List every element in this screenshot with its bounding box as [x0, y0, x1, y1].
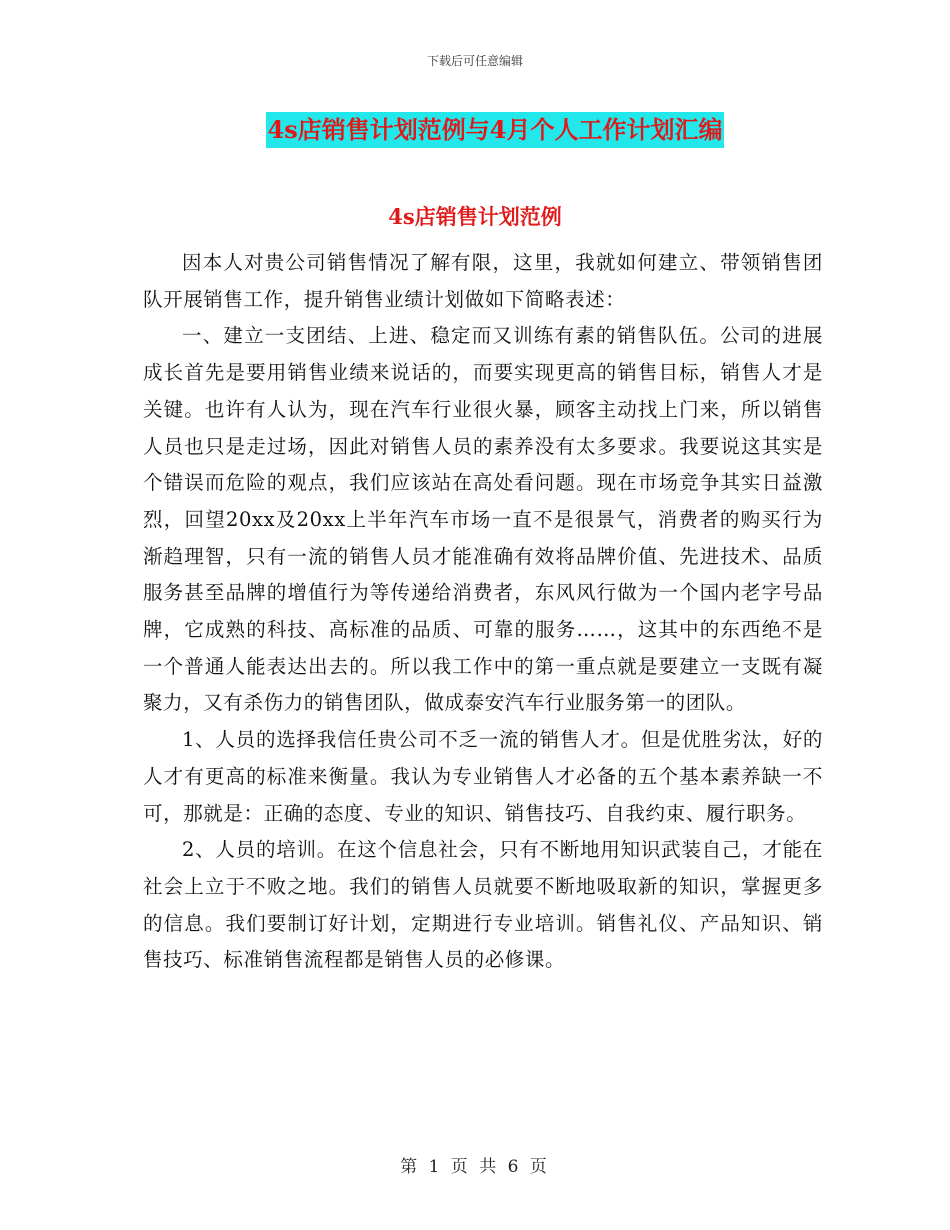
- document-title-wrap: [0, 112, 950, 148]
- paragraph-point-one: 一、建立一支团结、上进、稳定而又训练有素的销售队伍。公司的进展成长首先是要用销售业绩来说话的，而要实现更高的销售目标，销售人才是关键。也许有人认为，现在汽车行业很火暴，顾客主动找上门来，所以销售人员也只是走过场，因此对销售人员的素养没有太多要求。我要说这其实是个错误而危险的观点，我们应该站在高处看问题。现在市场竞争其实日益激烈，回望20xx及20xx上半年汽车市场一直不是很景气，消费者的购买行为渐趋理智，只有一流的销售人员才能准确有效将品牌价值、先进技术、品质服务甚至品牌的增值行为等传递给消费者，东风风行做为一个国内老字号品牌，它成熟的科技、高标准的品质、可靠的服务……，这其中的东西绝不是一个普通人能表达出去的。所以我工作中的第一重点就是要建立一支既有凝聚力，又有杀伤力的销售团队，做成泰安汽车行业服务第一的团队。: [143, 324, 823, 715]
- document-title: 4s店销售计划范例与4月个人工作计划汇编: [266, 112, 725, 148]
- paragraph-staff-selection: 1、人员的选择我信任贵公司不乏一流的销售人才。但是优胜劣汰，好的人才有更高的标准来衡量。我认为专业销售人才必备的五个基本素养缺一不可，那就是：正确的态度、专业的知识、销售技巧、自我约束、履行职务。: [143, 728, 823, 825]
- page-number-footer: 第 1 页 共 6 页: [400, 1157, 550, 1177]
- section-title: 4s店销售计划范例: [388, 204, 562, 229]
- document-body: [143, 245, 823, 979]
- paragraph-intro: 因本人对贵公司销售情况了解有限，这里，我就如何建立、带领销售团队开展销售工作，提升销售业绩计划做如下简略表述：: [143, 251, 823, 311]
- paragraph-staff-training: 2、人员的培训。在这个信息社会，只有不断地用知识武装自己，才能在社会上立于不败之地。我们的销售人员就要不断地吸取新的知识，掌握更多的信息。我们要制订好计划，定期进行专业培训。销售礼仪、产品知识、销售技巧、标准销售流程都是销售人员的必修课。: [143, 838, 823, 972]
- header-note: 下载后可任意编辑: [426, 54, 523, 68]
